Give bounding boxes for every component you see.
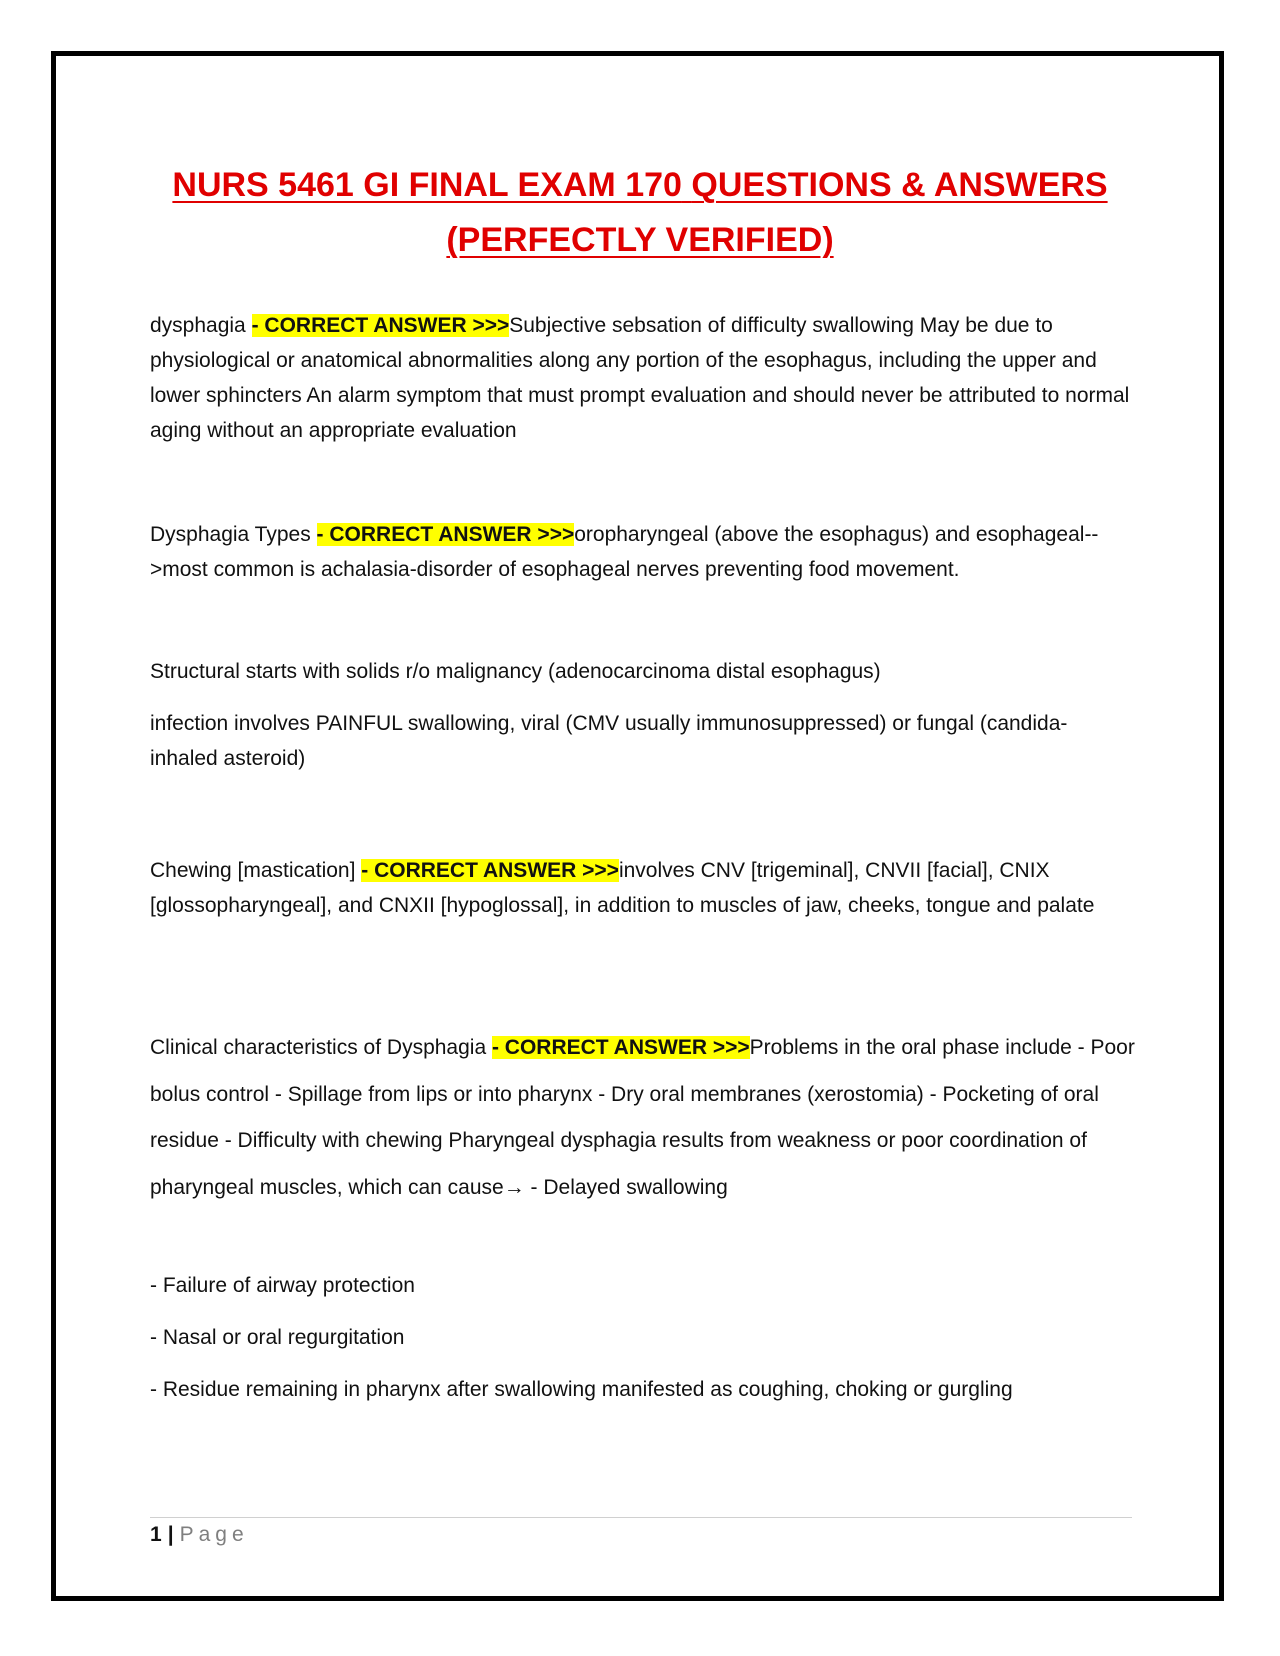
entry-paragraph: Structural starts with solids r/o malignancy (adenocarcinoma distal esophagus): [150, 660, 881, 683]
entry-term: Chewing [mastication]: [150, 859, 362, 882]
entry-chewing: [150, 853, 1135, 923]
entry-term: Dysphagia Types: [150, 523, 317, 546]
entry-answer: involves CNV [trigeminal], CNVII [facial], CNIX [glossopharyngeal], and CNXII [hypoglossal], in addition to muscles of jaw, cheeks, tongue and palate: [150, 859, 1095, 917]
correct-answer-marker: - CORRECT ANSWER >>>: [361, 859, 619, 882]
page-footer: [150, 1520, 249, 1550]
title-part-1: NURS 5461 GI FINAL EXAM 170: [172, 166, 682, 204]
entry-dysphagia-types: [150, 517, 1135, 587]
entry-answer: Subjective sebsation of difficulty swallowing May be due to physiological or anatomical abnormalities along any portion of the esophagus, including the upper and lower sphincters An alarm symptom that must prompt evaluation and should never be attributed to normal aging without an appropriate evaluation: [150, 314, 1130, 442]
entry-answer: oropharyngeal (above the esophagus) and esophageal-->most common is achalasia-disorder of esophageal nerves preventing food movement.: [150, 523, 1099, 581]
document-title: [60, 158, 1220, 268]
correct-answer-marker: - CORRECT ANSWER >>>: [316, 523, 575, 546]
entry-list-item: - Residue remaining in pharynx after swallowing manifested as coughing, choking or gurgling: [150, 1378, 1013, 1401]
page-label: Page: [179, 1523, 249, 1546]
entry-list-item: - Nasal or oral regurgitation: [150, 1326, 405, 1349]
entry-term: dysphagia: [150, 314, 252, 337]
footer-divider: [150, 1517, 1132, 1518]
footer-separator: |: [167, 1523, 174, 1546]
correct-answer-marker: - CORRECT ANSWER >>>: [251, 314, 510, 337]
page-border: [51, 51, 1224, 1601]
title-part-3: (PERFECTLY VERIFIED): [446, 221, 834, 259]
entry-term: Clinical characteristics of Dysphagia: [150, 1036, 492, 1059]
entry-paragraph: infection involves PAINFUL swallowing, viral (CMV usually immunosuppressed) or fungal (candida-inhaled asteroid): [150, 712, 1068, 770]
entry-clinical-characteristics: [150, 1025, 1135, 1211]
title-part-2: QUESTIONS & ANSWERS: [691, 166, 1108, 204]
entry-list-item: - Failure of airway protection: [150, 1274, 415, 1297]
entry-answer: Problems in the oral phase include - Poor bolus control - Spillage from lips or into pharynx - Dry oral membranes (xerostomia) - Pocketing of oral residue - Difficulty with chewing Pharyngeal dysphagia results from weakness or poor coordination of pharyngeal muscles, which can cause→ - Delayed swallowing: [150, 1036, 1135, 1199]
correct-answer-marker: - CORRECT ANSWER >>>: [491, 1036, 750, 1059]
page-number: 1: [150, 1523, 162, 1546]
entry-dysphagia: [150, 308, 1135, 448]
